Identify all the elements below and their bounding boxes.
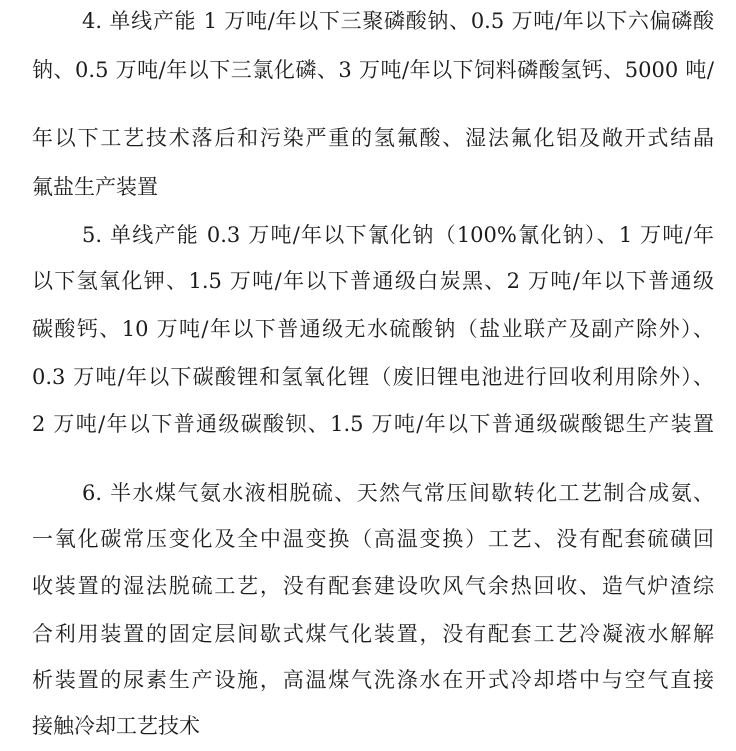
paragraph-6-line-4: 合利用装置的固定层间歇式煤气化装置，没有配套工艺冷凝液水解解 — [32, 622, 714, 646]
paragraph-5-line-1: 5. 单线产能 0.3 万吨/年以下氰化钠（100%氰化钠）、1 万吨/年 — [82, 223, 714, 247]
paragraph-4-line-2: 钠、0.5 万吨/年以下三氯化磷、3 万吨/年以下饲料磷酸氢钙、5000 吨/ — [32, 58, 714, 82]
paragraph-4-line-3: 年以下工艺技术落后和污染严重的氢氟酸、湿法氟化铝及敞开式结晶 — [32, 126, 714, 150]
paragraph-4-line-4: 氟盐生产装置 — [32, 175, 158, 199]
paragraph-6-line-1: 6. 半水煤气氨水液相脱硫、天然气常压间歇转化工艺制合成氨、 — [82, 481, 714, 505]
paragraph-5-line-4: 0.3 万吨/年以下碳酸锂和氢氧化锂（废旧锂电池进行回收利用除外）、 — [32, 365, 714, 389]
paragraph-6-line-3: 收装置的湿法脱硫工艺，没有配套建设吹风气余热回收、造气炉渣综 — [32, 574, 714, 598]
paragraph-5-line-5: 2 万吨/年以下普通级碳酸钡、1.5 万吨/年以下普通级碳酸锶生产装置 — [32, 412, 714, 436]
paragraph-6-line-6: 接触冷却工艺技术 — [32, 714, 200, 738]
paragraph-4-line-1: 4. 单线产能 1 万吨/年以下三聚磷酸钠、0.5 万吨/年以下六偏磷酸 — [82, 9, 714, 33]
paragraph-6-line-5: 析装置的尿素生产设施，高温煤气洗涤水在开式冷却塔中与空气直接 — [32, 668, 714, 692]
paragraph-6-line-2: 一氧化碳常压变化及全中温变换（高温变换）工艺、没有配套硫磺回 — [32, 527, 714, 551]
paragraph-5-line-3: 碳酸钙、10 万吨/年以下普通级无水硫酸钠（盐业联产及副产除外）、 — [32, 317, 714, 341]
paragraph-5-line-2: 以下氢氧化钾、1.5 万吨/年以下普通级白炭黑、2 万吨/年以下普通级 — [32, 269, 714, 293]
